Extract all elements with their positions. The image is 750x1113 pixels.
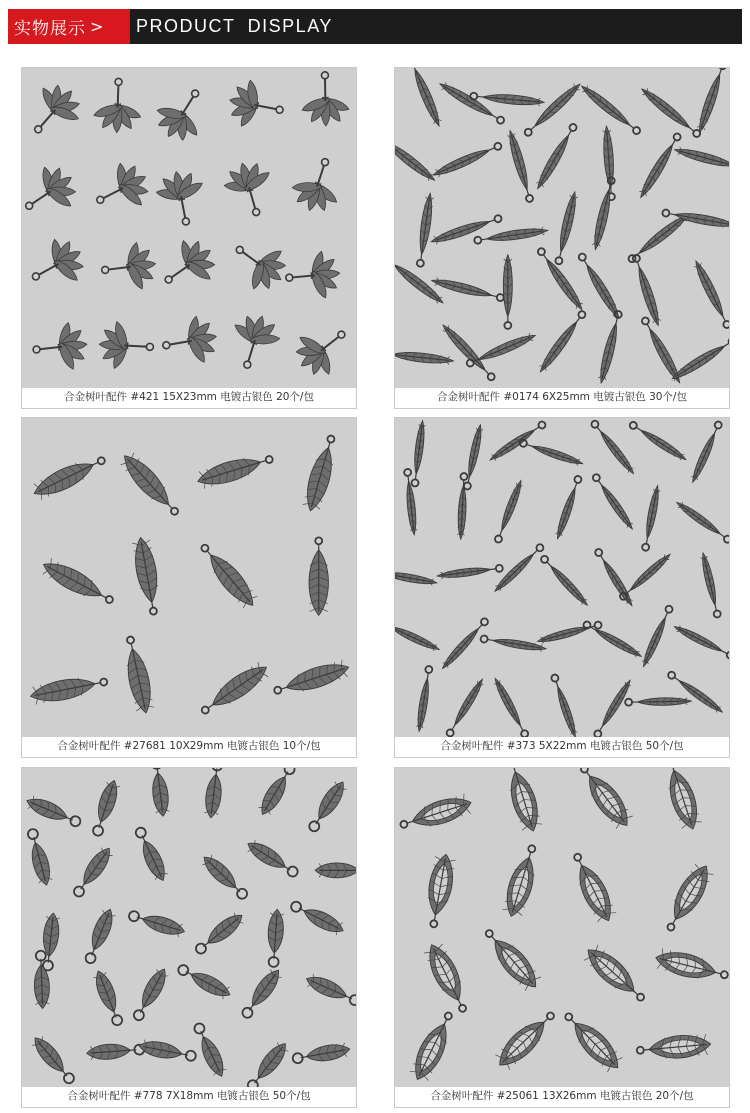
product-card-3[interactable] xyxy=(21,417,357,758)
product-card-1[interactable] xyxy=(21,67,357,409)
product-caption: 合金树叶配件 #0174 6X25mm 电镀古银色 30个/包 xyxy=(437,391,687,403)
product-photo xyxy=(22,768,356,1087)
section-header xyxy=(8,9,742,44)
product-photo xyxy=(22,68,356,388)
maple-leaf-charm-icon xyxy=(22,68,356,388)
product-caption: 合金树叶配件 #27681 10X29mm 电镀古银色 10个/包 xyxy=(57,740,321,752)
product-photo xyxy=(395,768,729,1087)
product-photo xyxy=(22,418,356,737)
product-caption: 合金树叶配件 #25061 13X26mm 电镀古银色 20个/包 xyxy=(430,1090,694,1102)
leaf-charm-icon xyxy=(22,768,356,1087)
product-caption: 合金树叶配件 #778 7X18mm 电镀古银色 50个/包 xyxy=(67,1090,311,1102)
product-caption: 合金树叶配件 #421 15X23mm 电镀古银色 20个/包 xyxy=(64,391,314,403)
product-card-2[interactable] xyxy=(394,67,730,409)
product-card-5[interactable] xyxy=(21,767,357,1108)
section-title-en: PRODUCT DISPLAY xyxy=(136,16,333,36)
section-title-cn: 实物展示 xyxy=(14,19,86,39)
product-card-6[interactable] xyxy=(394,767,730,1108)
product-card-4[interactable] xyxy=(394,417,730,758)
product-photo xyxy=(395,68,729,388)
feather-charm-icon xyxy=(395,68,729,388)
section-title-badge xyxy=(8,9,130,44)
hollow-leaf-charm-icon xyxy=(395,768,729,1087)
leaf-charm-icon xyxy=(22,418,356,737)
product-photo xyxy=(395,418,729,737)
feather-charm-icon xyxy=(395,418,729,737)
product-caption: 合金树叶配件 #373 5X22mm 电镀古银色 50个/包 xyxy=(440,740,684,752)
chevron-right-icon: > xyxy=(90,17,105,36)
